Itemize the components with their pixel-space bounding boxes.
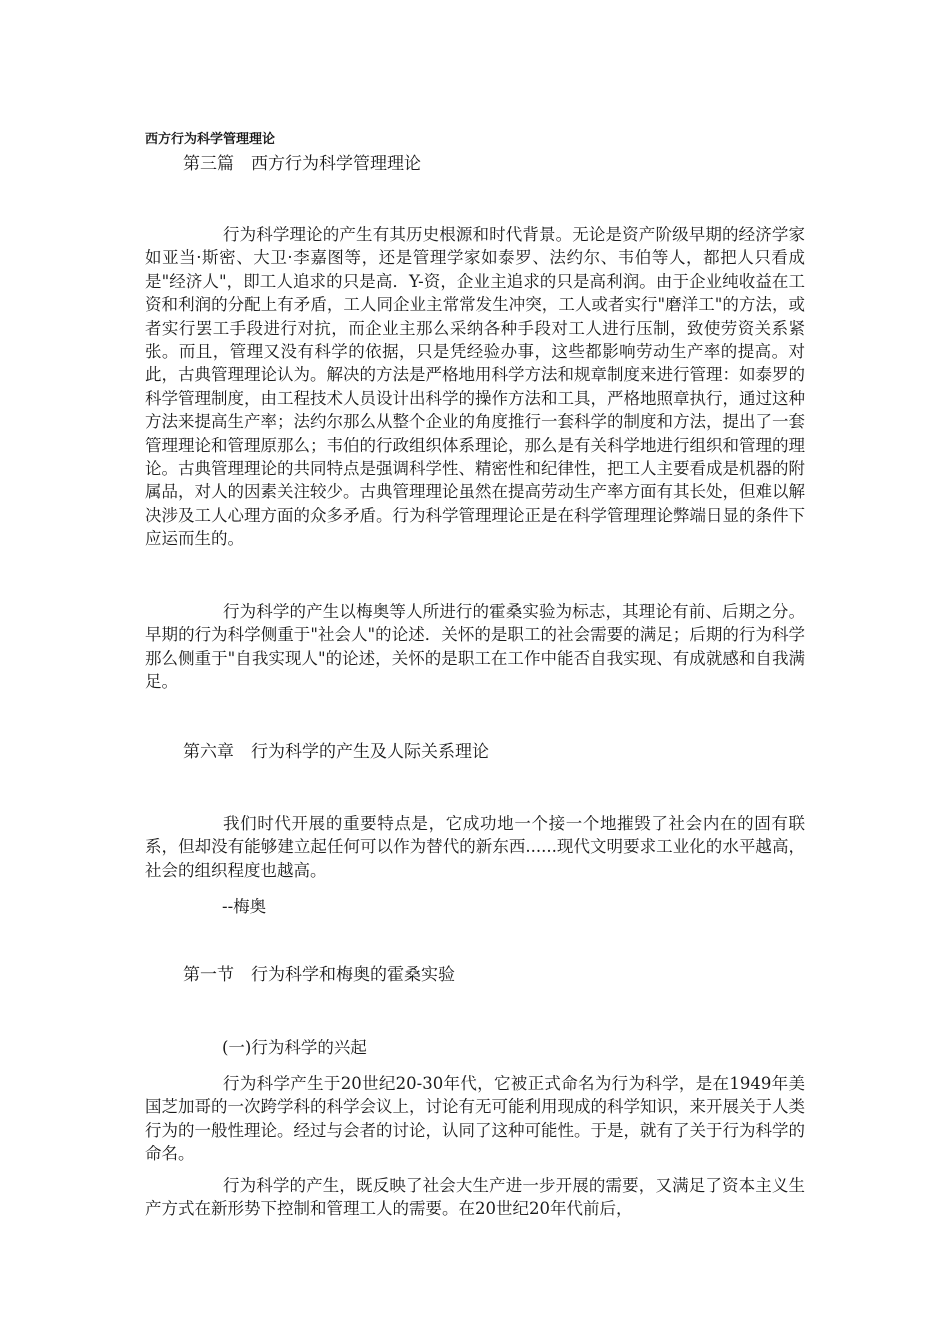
part-heading: 第三篇 西方行为科学管理理论	[183, 154, 421, 174]
section-paragraph-2: 行为科学的产生，既反映了社会大生产进一步开展的需要，又满足了资本主义生产方式在新形势下控制和管理工人的需要。在20世纪20年代前后，	[145, 1176, 805, 1219]
subsection-heading: (一)行为科学的兴起	[222, 1038, 367, 1057]
intro-paragraph-2: 行为科学的产生以梅奥等人所进行的霍桑实验为标志，其理论有前、后期之分。早期的行为科学侧重于"社会人"的论述．关怀的是职工的社会需要的满足；后期的行为科学那么侧重于"自我实现人"的论述，关怀的是职工在工作中能否自我实现、有成就感和自我满足。	[145, 602, 805, 692]
quote-paragraph: 我们时代开展的重要特点是，它成功地一个接一个地摧毁了社会内在的固有联系，但却没有能够建立起任何可以作为替代的新东西......现代文明要求工业化的水平越高，社会的组织程度也越高。	[145, 814, 805, 880]
document-top-label: 西方行为科学管理理论	[145, 132, 276, 147]
quote-attribution: --梅奥	[222, 897, 267, 916]
section-paragraph-1: 行为科学产生于20世纪20-30年代，它被正式命名为行为科学，是在1949年美国芝加哥的一次跨学科的科学会议上，讨论有无可能利用现成的科学知识，来开展关于人类行为的一般性理论。经过与会者的讨论，认同了这种可能性。于是，就有了关于行为科学的命名。	[145, 1074, 805, 1164]
section-heading: 第一节 行为科学和梅奥的霍桑实验	[183, 965, 455, 985]
chapter-heading: 第六章 行为科学的产生及人际关系理论	[183, 742, 489, 762]
intro-paragraph-1: 行为科学理论的产生有其历史根源和时代背景。无论是资产阶级早期的经济学家如亚当·斯密、大卫·李嘉图等，还是管理学家如泰罗、法约尔、韦伯等人，都把人只看成是"经济人"，即工人追求的只是高．Y-资，企业主追求的只是高利润。由于企业纯收益在工资和利润的分配上有矛盾，工人同企业主常常发生冲突，工人或者实行"磨洋工"的方法，或者实行罢工手段进行对抗，而企业主那么采纳各种手段对工人进行压制，致使劳资关系紧张。而且，管理又没有科学的依据，只是凭经验办事，这些都影响劳动生产率的提高。对此，古典管理理论认为。解决的方法是严格地用科学方法和规章制度来进行管理：如泰罗的科学管理制度，由工程技术人员设计出科学的操作方法和工具，严格地照章执行，通过这种方法来提高生产率；法约尔那么从整个企业的角度推行一套科学的制度和方法，提出了一套管理理论和管理原那么；韦伯的行政组织体系理论，那么是有关科学地进行组织和管理的理论。古典管理理论的共同特点是强调科学性、精密性和纪律性，把工人主要看成是机器的附属品，对人的因素关注较少。古典管理理论虽然在提高劳动生产率方面有其长处，但难以解决涉及工人心理方面的众多矛盾。行为科学管理理论正是在科学管理理论弊端日显的条件下应运而生的。	[145, 225, 805, 549]
